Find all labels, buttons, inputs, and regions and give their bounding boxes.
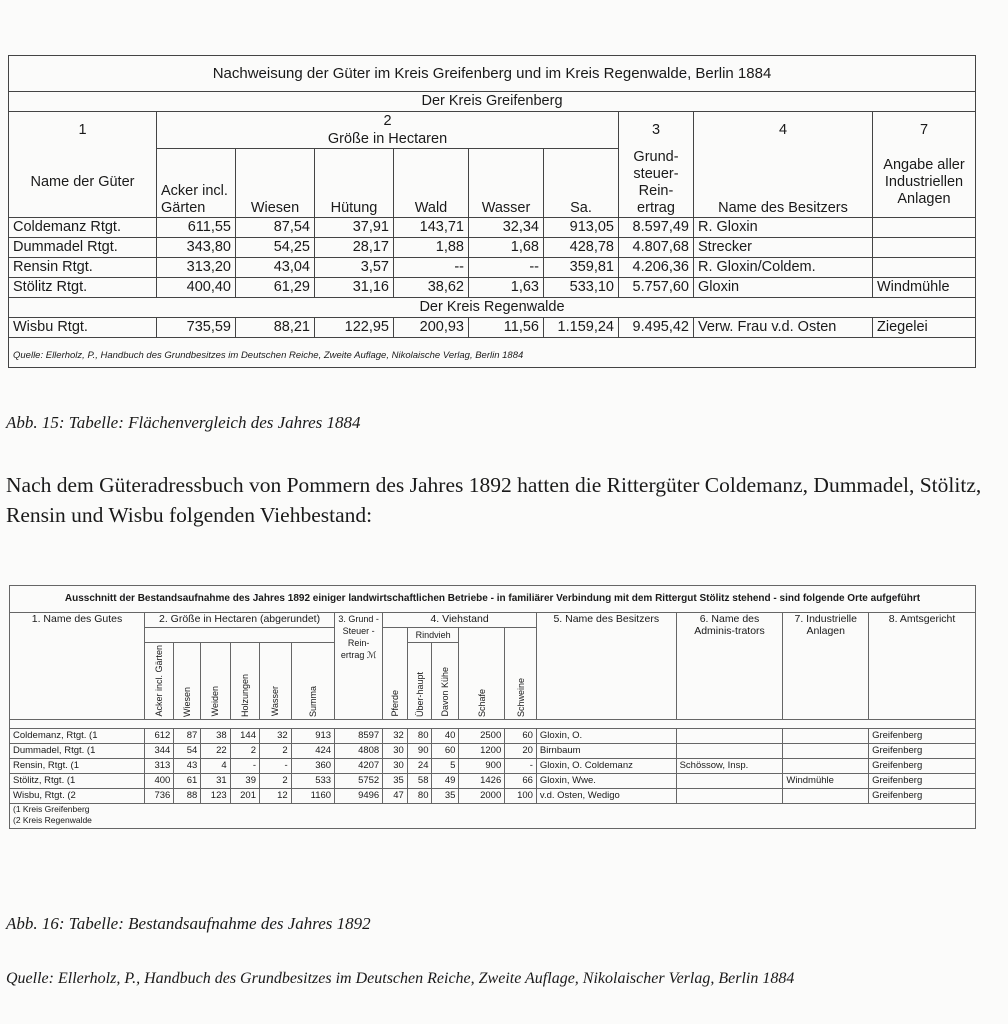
cell: 1.159,24 [544, 317, 619, 337]
cell: 913,05 [544, 217, 619, 237]
cell: 30 [383, 758, 408, 773]
header-admin: 6. Name des Adminis-trators [676, 613, 783, 720]
cell: Gloxin, O. Coldemanz [536, 758, 676, 773]
cell: 2 [259, 743, 291, 758]
cell: Greifenberg [869, 743, 976, 758]
cell: Greifenberg [869, 758, 976, 773]
cell: Strecker [694, 237, 873, 257]
header-grund: Grund-steuer-Rein-ertrag [619, 149, 694, 218]
spacer [10, 719, 976, 728]
cell [676, 788, 783, 803]
cell [873, 237, 976, 257]
cell: 900 [459, 758, 505, 773]
cell: Schössow, Insp. [676, 758, 783, 773]
col-num: 7 [873, 112, 976, 149]
cell: 400,40 [157, 277, 236, 297]
cell: 143,71 [394, 217, 469, 237]
kreis-header: Der Kreis Regenwalde [9, 297, 976, 317]
cell: - [259, 758, 291, 773]
cell: 32 [383, 728, 408, 743]
cell: Rensin Rtgt. [9, 257, 157, 277]
cell: 123 [201, 788, 230, 803]
header-wasser: Wasser [259, 643, 291, 720]
cell: Dummadel Rtgt. [9, 237, 157, 257]
header-grund: 3. Grund - Steuer - Rein-ertrag ℳ [335, 613, 383, 720]
cell: Wisbu Rtgt. [9, 317, 157, 337]
cell: 32 [259, 728, 291, 743]
cell [873, 217, 976, 237]
cell: 3,57 [315, 257, 394, 277]
cell: 122,95 [315, 317, 394, 337]
cell: -- [394, 257, 469, 277]
table-1884 [8, 55, 976, 368]
header-gut: 1. Name des Gutes [10, 613, 145, 720]
header-amtsgericht: 8. Amtsgericht [869, 613, 976, 720]
header-vieh: 4. Viehstand [383, 613, 537, 628]
cell: 1,88 [394, 237, 469, 257]
caption-abb-15: Abb. 15: Tabelle: Flächenvergleich des Jahres 1884 [6, 413, 361, 432]
header-acker: Acker incl. Gärten [144, 643, 173, 720]
cell: Greifenberg [869, 773, 976, 788]
cell: 201 [230, 788, 259, 803]
cell: 88 [174, 788, 201, 803]
cell [676, 773, 783, 788]
col-num: 1 [9, 112, 157, 149]
cell: 60 [432, 743, 459, 758]
table-row [9, 257, 976, 277]
cell: 39 [230, 773, 259, 788]
cell: 11,56 [469, 317, 544, 337]
cell: Rensin, Rtgt. (1 [10, 758, 145, 773]
header-wiesen: Wiesen [236, 149, 315, 218]
cell: 1426 [459, 773, 505, 788]
cell: 88,21 [236, 317, 315, 337]
cell: Gloxin, Wwe. [536, 773, 676, 788]
header-huetung: Hütung [315, 149, 394, 218]
cell: R. Gloxin [694, 217, 873, 237]
cell: 35 [432, 788, 459, 803]
cell: 4.807,68 [619, 237, 694, 257]
table-row [10, 743, 976, 758]
cell: Stölitz, Rtgt. (1 [10, 773, 145, 788]
table-row [9, 217, 976, 237]
cell: 736 [144, 788, 173, 803]
header-kuehe: Davon Kühe [432, 643, 459, 720]
header-groesse: 2. Größe in Hectaren (abgerundet) [144, 613, 334, 628]
cell: R. Gloxin/Coldem. [694, 257, 873, 277]
cell: - [230, 758, 259, 773]
table-row [10, 728, 976, 743]
cell [676, 743, 783, 758]
cell: Stölitz Rtgt. [9, 277, 157, 297]
cell: 8.597,49 [619, 217, 694, 237]
header-pferde: Pferde [383, 628, 408, 720]
cell: 49 [432, 773, 459, 788]
col-num: 3 [619, 112, 694, 149]
cell: Windmühle [783, 773, 869, 788]
cell: 60 [505, 728, 537, 743]
kreis-header: Der Kreis Greifenberg [9, 92, 976, 112]
cell [783, 788, 869, 803]
header-schafe: Schafe [459, 628, 505, 720]
cell: 32,34 [469, 217, 544, 237]
cell: 533,10 [544, 277, 619, 297]
header-besitzer: 5. Name des Besitzers [536, 613, 676, 720]
header-sa: Sa. [544, 149, 619, 218]
cell: 5.757,60 [619, 277, 694, 297]
header-ueberhaupt: Über-haupt [407, 643, 432, 720]
cell: 9496 [335, 788, 383, 803]
cell: Birnbaum [536, 743, 676, 758]
cell: 61,29 [236, 277, 315, 297]
cell: 428,78 [544, 237, 619, 257]
cell: 8597 [335, 728, 383, 743]
cell [676, 728, 783, 743]
cell [783, 728, 869, 743]
cell: 35 [383, 773, 408, 788]
cell: 31,16 [315, 277, 394, 297]
cell: 5752 [335, 773, 383, 788]
cell: 200,93 [394, 317, 469, 337]
cell: 4.206,36 [619, 257, 694, 277]
cell: v.d. Osten, Wedigo [536, 788, 676, 803]
cell: 735,59 [157, 317, 236, 337]
header-wald: Wald [394, 149, 469, 218]
cell: 424 [291, 743, 334, 758]
cell: 4 [201, 758, 230, 773]
cell: Wisbu, Rtgt. (2 [10, 788, 145, 803]
table-source: Quelle: Ellerholz, P., Handbuch des Grundbesitzes im Deutschen Reiche, Zweite Auflage, Nikolaische Verlag, Berlin 1884 [9, 337, 976, 367]
cell: Greifenberg [869, 728, 976, 743]
header-rindvieh: Rindvieh [407, 628, 459, 643]
col-num: 4 [694, 112, 873, 149]
cell: 100 [505, 788, 537, 803]
cell [873, 257, 976, 277]
cell: 20 [505, 743, 537, 758]
cell: 4207 [335, 758, 383, 773]
table-row [9, 277, 976, 297]
table-body [10, 728, 976, 803]
table-title: Ausschnitt der Bestandsaufnahme des Jahres 1892 einiger landwirtschaftlichen Betriebe - in familiärer Verbindung mit dem Rittergut Stölitz stehend - sind folgende Orte aufgeführt [10, 586, 976, 613]
cell: 1,68 [469, 237, 544, 257]
header-industrie: Angabe aller Industriellen Anlagen [873, 149, 976, 218]
cell: 360 [291, 758, 334, 773]
cell: Coldemanz Rtgt. [9, 217, 157, 237]
cell: Verw. Frau v.d. Osten [694, 317, 873, 337]
table-row [10, 758, 976, 773]
cell: -- [469, 257, 544, 277]
table-row [9, 237, 976, 257]
cell: 54 [174, 743, 201, 758]
cell: 31 [201, 773, 230, 788]
cell: 24 [407, 758, 432, 773]
cell: Greifenberg [869, 788, 976, 803]
cell: - [505, 758, 537, 773]
col-num-groesse: 2 Größe in Hectaren [157, 112, 619, 149]
cell: 611,55 [157, 217, 236, 237]
cell: 343,80 [157, 237, 236, 257]
table-1892 [9, 585, 976, 829]
cell: Windmühle [873, 277, 976, 297]
cell: 344 [144, 743, 173, 758]
cell: 38,62 [394, 277, 469, 297]
cell: Gloxin [694, 277, 873, 297]
cell: Coldemanz, Rtgt. (1 [10, 728, 145, 743]
cell: 87,54 [236, 217, 315, 237]
spacer [144, 628, 334, 643]
header-wiesen: Wiesen [174, 643, 201, 720]
cell: 47 [383, 788, 408, 803]
cell [783, 743, 869, 758]
cell: 144 [230, 728, 259, 743]
table-notes: (1 Kreis Greifenberg (2 Kreis Regenwalde [10, 803, 976, 828]
cell: 28,17 [315, 237, 394, 257]
header-name: Name der Güter [9, 149, 157, 218]
cell: 54,25 [236, 237, 315, 257]
header-summa: Summa [291, 643, 334, 720]
cell: 90 [407, 743, 432, 758]
cell: 80 [407, 728, 432, 743]
cell: Ziegelei [873, 317, 976, 337]
cell: 913 [291, 728, 334, 743]
cell: 1160 [291, 788, 334, 803]
cell: 2 [259, 773, 291, 788]
cell: 66 [505, 773, 537, 788]
table-row [10, 773, 976, 788]
cell: 1200 [459, 743, 505, 758]
body-paragraph: Nach dem Güteradressbuch von Pommern des Jahres 1892 hatten die Rittergüter Coldemanz, Dummadel, Stölitz, Rensin und Wisbu folgenden Viehbestand: [6, 473, 982, 527]
cell: Dummadel, Rtgt. (1 [10, 743, 145, 758]
cell: 40 [432, 728, 459, 743]
cell: 43,04 [236, 257, 315, 277]
cell: 313 [144, 758, 173, 773]
cell: 30 [383, 743, 408, 758]
header-weiden: Weiden [201, 643, 230, 720]
cell: 359,81 [544, 257, 619, 277]
cell: 2 [230, 743, 259, 758]
caption-abb-16: Abb. 16: Tabelle: Bestandsaufnahme des Jahres 1892 [6, 914, 371, 933]
cell: Gloxin, O. [536, 728, 676, 743]
cell: 2500 [459, 728, 505, 743]
cell: 400 [144, 773, 173, 788]
cell: 533 [291, 773, 334, 788]
cell: 61 [174, 773, 201, 788]
cell: 22 [201, 743, 230, 758]
table-title: Nachweisung der Güter im Kreis Greifenberg und im Kreis Regenwalde, Berlin 1884 [9, 56, 976, 92]
cell: 5 [432, 758, 459, 773]
source-note: Quelle: Ellerholz, P., Handbuch des Grundbesitzes im Deutschen Reiche, Zweite Auflage, Nikolaischer Verlag, Berlin 1884 [6, 970, 795, 987]
header-acker: Acker incl. Gärten [157, 149, 236, 218]
cell: 37,91 [315, 217, 394, 237]
header-industrie: 7. Industrielle Anlagen [783, 613, 869, 720]
cell: 58 [407, 773, 432, 788]
cell: 313,20 [157, 257, 236, 277]
cell: 87 [174, 728, 201, 743]
header-wasser: Wasser [469, 149, 544, 218]
cell: 2000 [459, 788, 505, 803]
header-schweine: Schweine [505, 628, 537, 720]
table-row [9, 317, 976, 337]
cell: 12 [259, 788, 291, 803]
cell: 9.495,42 [619, 317, 694, 337]
table-row [10, 788, 976, 803]
cell: 612 [144, 728, 173, 743]
header-besitzer: Name des Besitzers [694, 149, 873, 218]
header-holzungen: Holzungen [230, 643, 259, 720]
cell: 38 [201, 728, 230, 743]
cell [783, 758, 869, 773]
cell: 80 [407, 788, 432, 803]
cell: 4808 [335, 743, 383, 758]
cell: 43 [174, 758, 201, 773]
cell: 1,63 [469, 277, 544, 297]
